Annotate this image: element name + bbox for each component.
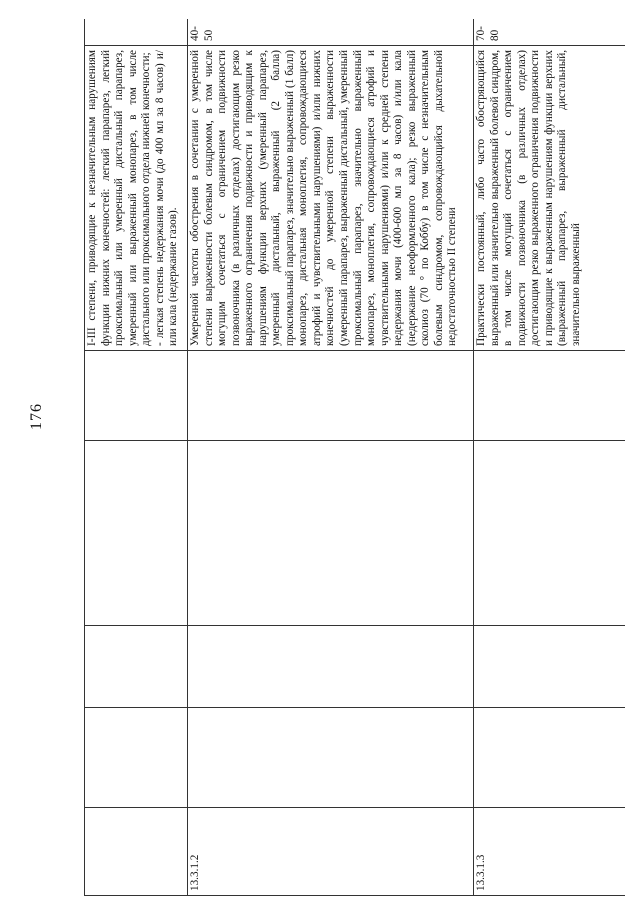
row-description: Умеренной частоты обострения в сочетании с умеренной степени выраженности болевым синдромом, в том числе могущим сочетаться с ограничением подвижности позвоночника (в различных отделах) достигающим резко выраженного ограничения подвижности и приводящим к нарушениям функции верхних (умеренный парапарез, умеренный дистальный, выраженный (2 балла) проксимальный парапарез, значительно выраженный (1 балл) монопарез, дистальная моноплегия, сопровождающиеся атрофий и чувствительными нарушениями) и/или нижних конечностей до умеренной степени выраженности (умеренный парапарез, выраженный дистальный, умеренный проксимальный парапарез, значительно выраженный монопарез, моноплегия, сопровождающиеся атрофий и чувствительными нарушениями) и/или к средней степени недержания мочи (400-600 мл за 8 часов) и/или кала (недержание неоформленного кала); резко выраженный сколиоз (70 ° по Коббу) в том числе с незначительным болевым синдромом, сопровождающийся дыхательной недостаточностью II степени	[188, 46, 474, 351]
empty-cell	[474, 626, 626, 708]
table-row	[188, 19, 474, 896]
empty-cell	[188, 626, 474, 708]
table-row	[474, 19, 626, 896]
empty-cell	[85, 351, 188, 441]
row-percent: 40-50	[188, 19, 474, 46]
row-code	[85, 808, 188, 896]
row-description: Практически постоянный, либо часто обостряющийся выраженный или значительно выраженный болевой синдром, в том числе могущий сочетаться с ограничением подвижности позвоночника (в различных отделах) достигающим резко выраженного ограничения подвижности и приводящие к выраженным нарушениям функции верхних (выраженный парапарез, выраженный дистальный, значительно выраженный	[474, 46, 626, 351]
rotated-table-frame	[84, 19, 625, 896]
empty-cell	[85, 626, 188, 708]
empty-cell	[474, 351, 626, 441]
row-percent	[85, 19, 188, 46]
rotated-table-content	[84, 19, 625, 896]
empty-cell	[474, 441, 626, 626]
empty-cell	[188, 708, 474, 808]
table-row	[85, 19, 188, 896]
page-number: 176	[28, 403, 45, 430]
empty-cell	[85, 708, 188, 808]
row-code: 13.3.1.3	[474, 808, 626, 896]
row-code: 13.3.1.2	[188, 808, 474, 896]
row-percent: 70-80	[474, 19, 626, 46]
row-description: I-III степени, приводящие к незначительным нарушениям функции нижних конечностей: легкий парапарез, легкий проксимальный или умеренный дистальный парапарез, умеренный или выраженный монопарез, в том числе дистального или проксимального отдела нижней конечности; - легкая степень недержания мочи (до 400 мл за 8 часов) и/или кала (недержание газов).	[85, 46, 188, 351]
empty-cell	[188, 441, 474, 626]
empty-cell	[188, 351, 474, 441]
empty-cell	[85, 441, 188, 626]
empty-cell	[474, 708, 626, 808]
classification-table	[84, 19, 625, 896]
